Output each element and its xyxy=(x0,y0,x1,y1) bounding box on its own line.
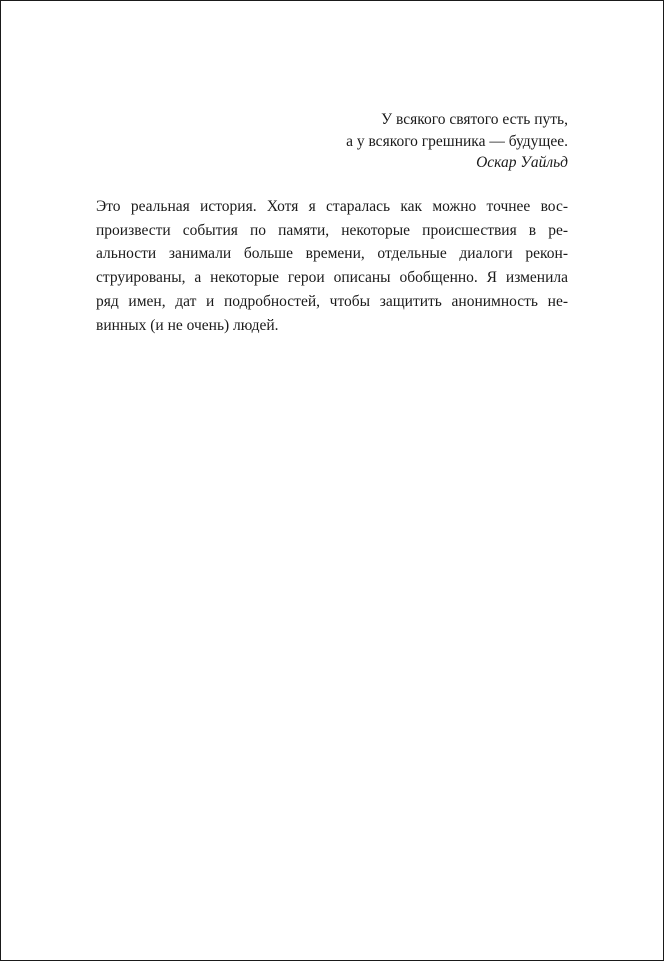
paragraph-line: Это реальная история. Хотя я старалась как можно точнее вос- xyxy=(96,198,568,215)
paragraph-line: ряд имен, дат и подробностей, чтобы защитить анонимность не- xyxy=(96,292,568,310)
epigraph-line: У всякого святого есть путь, xyxy=(381,111,568,128)
paragraph-line: альности занимали больше времени, отдельные диалоги рекон- xyxy=(96,245,568,263)
epigraph-line: а у всякого грешника — будущее. xyxy=(346,132,568,150)
paragraph-line: произвести события по памяти, некоторые происшествия в ре- xyxy=(96,221,568,239)
epigraph xyxy=(346,109,568,174)
paragraph-line: винных (и не очень) людей. xyxy=(96,316,279,334)
disclaimer-paragraph xyxy=(96,195,568,337)
paragraph-line: струированы, а некоторые герои описаны обобщенно. Я изменила xyxy=(96,269,568,287)
epigraph-author: Оскар Уайльд xyxy=(476,154,568,171)
